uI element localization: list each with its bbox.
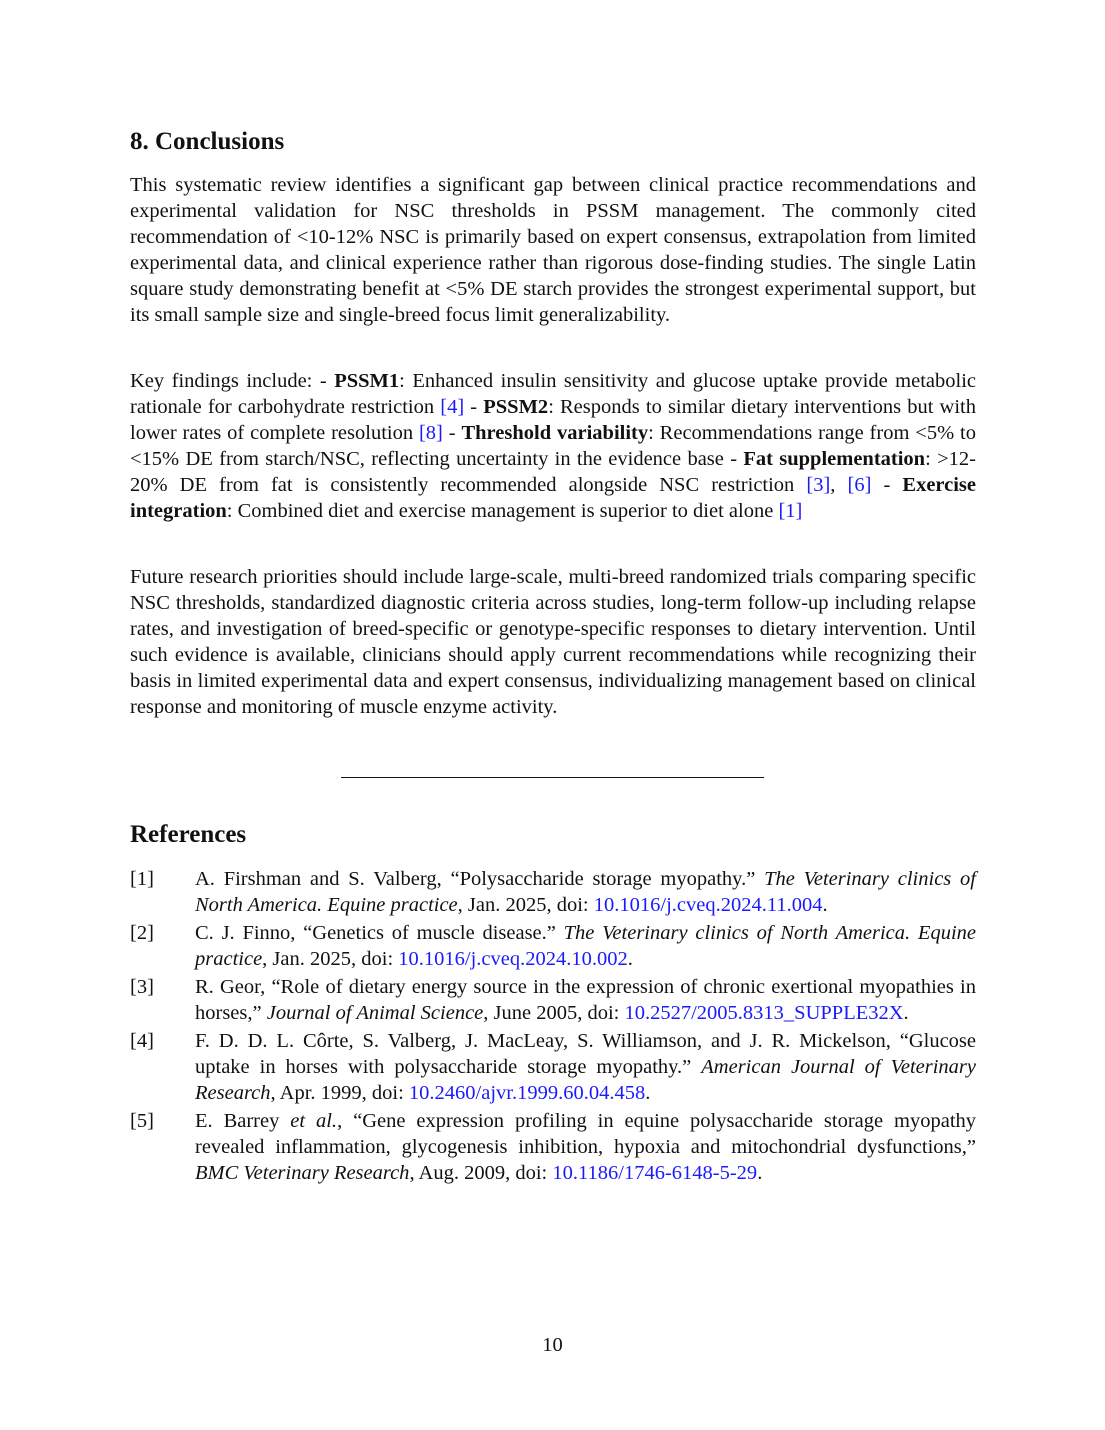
finding-label-pssm2: PSSM2	[483, 396, 549, 418]
reference-item-2	[130, 920, 976, 972]
reference-number: [1]	[130, 868, 154, 890]
reference-authors-title: R. Geor, “Role of dietary energy source in the expression of chronic exertional myopathies in horses,”	[195, 976, 976, 1024]
separator: ,	[830, 474, 848, 496]
doi-link[interactable]: 10.2527/2005.8313_SUPPLE32X	[624, 1002, 904, 1024]
doi-link[interactable]: 10.2460/ajvr.1999.60.04.458	[408, 1082, 646, 1104]
separator: -	[871, 474, 903, 496]
reference-date: , Apr. 1999, doi:	[270, 1082, 409, 1104]
page-number: 10	[542, 1334, 563, 1356]
reference-title: , “Gene expression profiling in equine polysaccharide storage myopathy revealed inflammation, glycogenesis inhibition, hypoxia and mitochondrial dysfunctions,”	[195, 1110, 977, 1158]
punctuation: .	[903, 1002, 909, 1024]
punctuation: .	[757, 1162, 763, 1184]
doi-link[interactable]: 10.1186/1746-6148-5-29	[552, 1162, 758, 1184]
reference-authors-title: F. D. D. L. Côrte, S. Valberg, J. MacLeay, S. Williamson, and J. R. Mickelson, “Glucose uptake in horses with polysaccharide storage myopathy.”	[195, 1030, 976, 1078]
finding-label-threshold-variability: Threshold variability	[461, 422, 649, 444]
reference-number: [4]	[130, 1030, 154, 1052]
reference-item-5	[130, 1108, 976, 1186]
reference-date: , June 2005, doi:	[483, 1002, 625, 1024]
separator: -	[464, 396, 484, 418]
conclusions-paragraph-future-research: Future research priorities should include large-scale, multi-breed randomized trials comparing specific NSC thresholds, standardized diagnostic criteria across studies, long-term follow-up including relapse rates, and investigation of breed-specific or genotype-specific responses to dietary intervention. Until such evidence is available, clinicians should apply current recommendations while recognizing their basis in limited experimental data and expert consensus, individualizing management based on clinical response and monitoring of muscle enzyme activity.	[130, 566, 976, 718]
reference-date: , Aug. 2009, doi:	[409, 1162, 553, 1184]
reference-et-al: et al.	[290, 1110, 338, 1132]
doi-link[interactable]: 10.1016/j.cveq.2024.11.004	[593, 894, 823, 916]
reference-authors-title: C. J. Finno, “Genetics of muscle disease.”	[195, 922, 564, 944]
reference-journal: BMC Veterinary Research	[195, 1162, 410, 1184]
section-divider	[341, 777, 764, 778]
reference-number: [3]	[130, 976, 154, 998]
reference-number: [5]	[130, 1110, 154, 1132]
finding-text-threshold-variability: : Recommendations range from <5% to <15% DE from starch/NSC, reflecting uncertainty in the evidence base -	[130, 422, 976, 470]
reference-journal: Journal of Animal Science	[266, 1002, 484, 1024]
reference-date: , Jan. 2025, doi:	[262, 948, 399, 970]
separator: -	[442, 422, 462, 444]
citation-link-8[interactable]: [8]	[418, 422, 443, 444]
reference-journal: The Veterinary clinics of North America. Equine practice	[195, 922, 976, 970]
reference-journal: The Veterinary clinics of North America. Equine practice	[195, 868, 976, 916]
references-heading: References	[130, 821, 247, 848]
reference-journal: American Journal of Veterinary Research	[195, 1056, 976, 1104]
reference-item-4	[130, 1028, 976, 1106]
reference-authors-title: A. Firshman and S. Valberg, “Polysaccharide storage myopathy.”	[195, 868, 765, 890]
reference-date: , Jan. 2025, doi:	[457, 894, 594, 916]
finding-text-pssm2: : Responds to similar dietary interventions but with lower rates of complete resolution	[130, 396, 977, 444]
reference-number: [2]	[130, 922, 154, 944]
punctuation: .	[822, 894, 828, 916]
citation-link-4[interactable]: [4]	[440, 396, 465, 418]
finding-text-fat-supplementation: : >12-20% DE from fat is consistently recommended alongside NSC restriction	[130, 448, 977, 496]
reference-item-1	[130, 866, 976, 918]
punctuation: .	[627, 948, 633, 970]
finding-text-exercise-integration: : Combined diet and exercise management is superior to diet alone	[226, 500, 779, 522]
citation-link-6[interactable]: [6]	[847, 474, 872, 496]
reference-authors: E. Barrey	[195, 1110, 291, 1132]
finding-label-pssm1: PSSM1	[334, 370, 400, 392]
citation-link-3[interactable]: [3]	[806, 474, 831, 496]
references-list	[130, 866, 976, 1188]
finding-label-exercise-integration: Exercise integration	[130, 474, 977, 522]
key-findings-intro: Key findings include: -	[130, 370, 335, 392]
conclusions-paragraph-1: This systematic review identifies a significant gap between clinical practice recommendations and experimental validation for NSC thresholds in PSSM management. The commonly cited recommendation of <10-12% NSC is primarily based on expert consensus, extrapolation from limited experimental data, and clinical experience rather than rigorous dose-finding studies. The single Latin square study demonstrating benefit at <5% DE starch provides the strongest experimental support, but its small sample size and single-breed focus limit generalizability.	[130, 174, 976, 326]
section-heading-conclusions: 8. Conclusions	[130, 128, 285, 155]
citation-link-1[interactable]: [1]	[778, 500, 803, 522]
doi-link[interactable]: 10.1016/j.cveq.2024.10.002	[398, 948, 628, 970]
reference-item-3	[130, 974, 976, 1026]
conclusions-key-findings-paragraph	[130, 368, 976, 524]
punctuation: .	[645, 1082, 651, 1104]
finding-label-fat-supplementation: Fat supplementation	[743, 448, 926, 470]
finding-text-pssm1: : Enhanced insulin sensitivity and glucose uptake provide metabolic rationale for carbohydrate restriction	[130, 370, 976, 418]
